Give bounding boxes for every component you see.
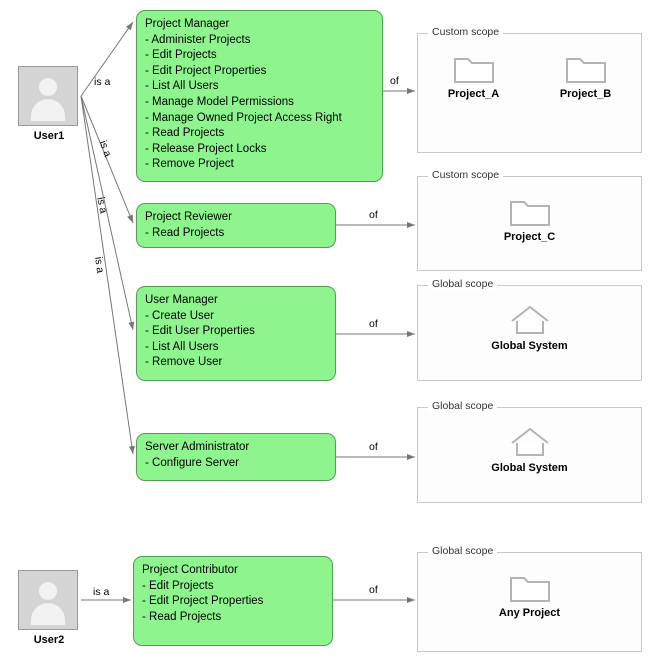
user-avatar-icon: [18, 570, 78, 630]
role-box-project-contributor[interactable]: [133, 556, 333, 646]
role-permission: - Manage Model Permissions: [145, 95, 294, 108]
role-permission: - Manage Owned Project Access Right: [145, 111, 342, 124]
role-permission: - Remove Project: [145, 158, 234, 171]
home-icon: [507, 424, 553, 460]
edge-label-of-5: of: [369, 584, 378, 596]
scope-item-global-system[interactable]: [487, 424, 573, 474]
role-permission: - Edit Project Properties: [145, 64, 267, 77]
user-label: User2: [33, 634, 65, 646]
edge-label-is-a-5: is a: [93, 586, 110, 598]
role-permission: - Remove User: [145, 356, 223, 369]
role-permission: - Read Projects: [145, 127, 225, 140]
scope-frame-5: [417, 545, 642, 652]
role-permission: - List All Users: [145, 340, 219, 353]
role-box-user-manager[interactable]: [136, 286, 336, 381]
edge-label-of-1: of: [390, 75, 399, 87]
scope-frame-1: [417, 26, 642, 153]
role-permission: - Read Projects: [145, 226, 225, 239]
role-permission: - Edit Projects: [142, 579, 214, 592]
edge-label-is-a-4: is a: [92, 256, 107, 274]
role-title: User Manager: [145, 294, 218, 306]
folder-icon: [452, 50, 496, 86]
scope-item-global-system[interactable]: [487, 302, 573, 352]
scope-legend: Global scope: [428, 545, 497, 557]
role-permission: - List All Users: [145, 80, 219, 93]
scope-item-project-b[interactable]: [543, 50, 629, 100]
role-box-project-reviewer[interactable]: [136, 203, 336, 248]
folder-icon: [508, 569, 552, 605]
scope-legend: Global scope: [428, 278, 497, 290]
scope-legend: Custom scope: [428, 169, 503, 181]
home-icon: [507, 302, 553, 338]
scope-legend: Global scope: [428, 400, 497, 412]
role-permission: - Edit User Properties: [145, 325, 255, 338]
scope-item-label: Project_C: [503, 231, 556, 243]
role-title: Project Manager: [145, 18, 230, 30]
edge-label-of-2: of: [369, 209, 378, 221]
role-title: Project Contributor: [142, 564, 238, 576]
user-node-user1[interactable]: [18, 66, 80, 142]
edge-label-of-3: of: [369, 318, 378, 330]
role-box-project-manager[interactable]: [136, 10, 383, 182]
scope-item-label: Global System: [491, 462, 568, 474]
scope-item-label: Global System: [491, 340, 568, 352]
scope-frame-4: [417, 400, 642, 503]
role-permission: - Administer Projects: [145, 33, 251, 46]
scope-item-label: Any Project: [498, 607, 561, 619]
role-permission: - Release Project Locks: [145, 142, 267, 155]
edge-label-is-a-2: is a: [96, 139, 114, 159]
scope-item-project-a[interactable]: [431, 50, 517, 100]
user-label: User1: [33, 130, 65, 142]
edge-label-is-a-1: is a: [94, 76, 111, 88]
folder-icon: [564, 50, 608, 86]
role-title: Project Reviewer: [145, 211, 232, 223]
role-permission: - Edit Project Properties: [142, 595, 264, 608]
role-permission: - Create User: [145, 309, 215, 322]
folder-icon: [508, 193, 552, 229]
role-permission: - Edit Projects: [145, 49, 217, 62]
edge-label-of-4: of: [369, 441, 378, 453]
scope-legend: Custom scope: [428, 26, 503, 38]
role-title: Server Administrator: [145, 441, 250, 453]
scope-item-project-c[interactable]: [487, 193, 573, 243]
role-permission: - Configure Server: [145, 456, 239, 469]
scope-item-any-project[interactable]: [487, 569, 573, 619]
scope-frame-3: [417, 278, 642, 381]
role-permission: - Read Projects: [142, 610, 222, 623]
scope-frame-2: [417, 169, 642, 271]
user-node-user2[interactable]: [18, 570, 80, 646]
user-avatar-icon: [18, 66, 78, 126]
edge-label-is-a-3: is a: [94, 196, 110, 215]
role-box-server-administrator[interactable]: [136, 433, 336, 481]
scope-item-label: Project_A: [447, 88, 500, 100]
scope-item-label: Project_B: [559, 88, 612, 100]
